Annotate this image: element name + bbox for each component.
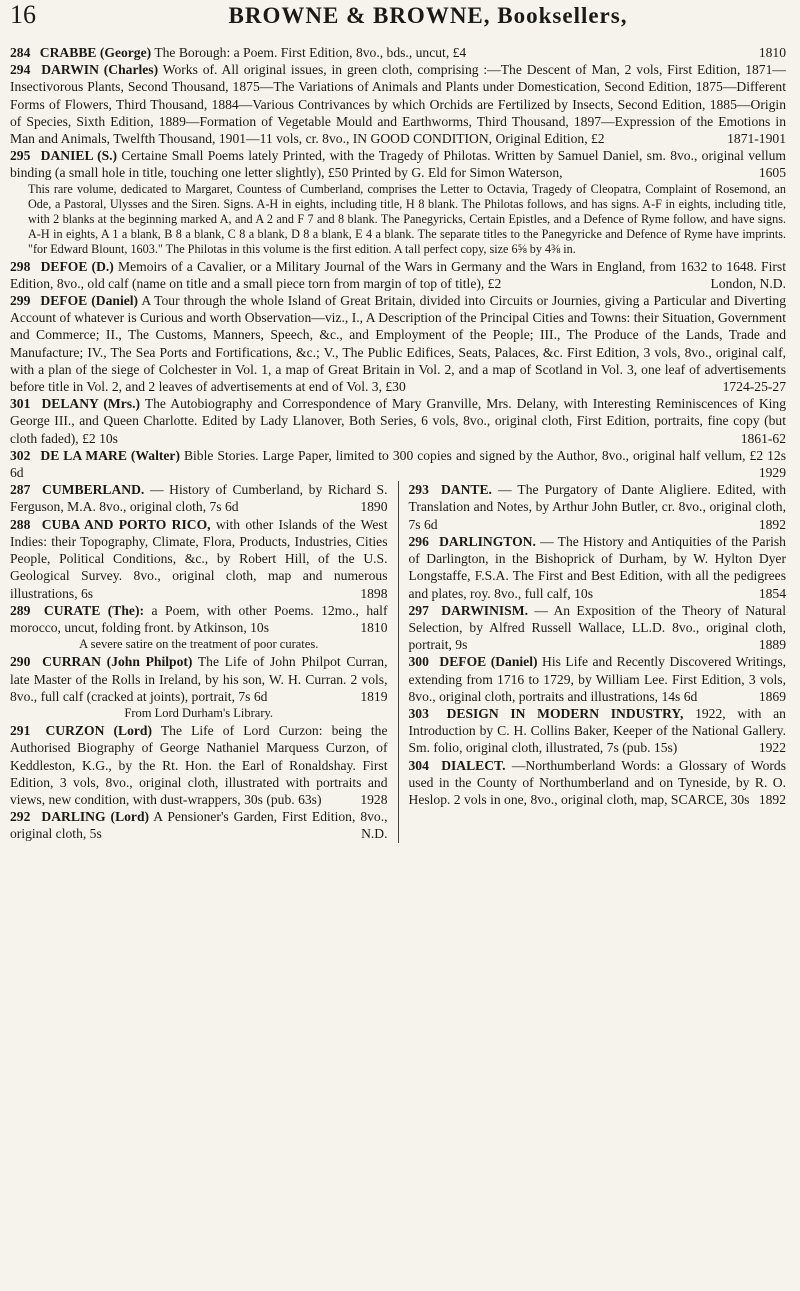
running-head: BROWNE & BROWNE, Booksellers, (228, 3, 628, 28)
entry-subnote: A severe satire on the treatment of poor curates. (79, 637, 319, 652)
entry-date: 1890 (360, 499, 388, 515)
entry-text: The Borough: a Poem. First Edition, 8vo., bds., uncut, £4 (154, 45, 467, 60)
entry-heading: DEFOE (Daniel) (40, 293, 139, 309)
entry-heading: DESIGN IN MODERN INDUSTRY, (446, 705, 684, 721)
entry-heading: DARLINGTON. (439, 533, 536, 549)
entry-heading: CURATE (The): (43, 602, 145, 618)
entry-heading: DARWINISM. (441, 602, 528, 618)
entry-date: 1922 (758, 740, 786, 756)
catalogue-entry (409, 757, 787, 809)
entry-date: 1819 (360, 688, 388, 704)
lot-number: 299 (10, 293, 31, 309)
entry-text: with other Islands of the West Indies: their Topography, Climate, Flora, Products, Industries, Cities People, Political Conditions, &c., by Robert Hill, of the U.S. Geological Survey. 8vo., original cloth, map and numerous illustrations, 6s (10, 516, 388, 601)
entry-text: Works of. All original issues, in green cloth, comprising :—The Descent of Man, 2 vols, First Edition, 1871—Insectivorous Plants, Second Thousand, 1875—The Variations of Animals and Plants under Domestication, Second Edition, 1875—Different Forms of Flowers, Third Thousand, 1884—Various Contrivances by which Orchids are Fertilized by Insects, Second Edition, 1885—Origin of Species, Sixth Edition, 1889—Formation of Vegetable Mould and Earthworms, Third Thousand, 1897—Expression of the Emotions in Man and Animals, Twelfth Thousand, 1901—11 vols, cr. 8vo., IN GOOD CONDITION, Original Edition, £2 (10, 62, 786, 147)
page-header (10, 0, 786, 44)
mid-entries (10, 258, 786, 482)
entry-text: His Life and Recently Discovered Writings, extending from 1716 to 1729, by William Lee. First Edition, 3 vols, 8vo., original cloth, portraits and illustrations, 14s 6d (408, 654, 787, 704)
entry-heading: DEFOE (Daniel) (439, 654, 538, 670)
entry-note: This rare volume, dedicated to Margaret, Countess of Cumberland, comprises the Letter to Octavia, Tragedy of Cleopatra, Complaint of Rosemond, an Ode, a Pastoral, Ulysses and the Siren. Signs. A-H in eights, including title, H 8 blank. The Philotas follows, and has signs. A-F in eights, including title, with 2 blanks at the beginning marked A, and A 2 and F 7 and 8 blank. The Panegyricks, Certain Epistles, and a Defence of Ryme follow, and have signs. A-H in eights, A 1 a blank, B 8 a blank, C 8 a blank, D 8 a blank, E 4 a blank. The separate titles to the Panegyricke and Defence of Ryme have imprints. "for Edward Blount, 1603." The Philotas in this volume is the first edition. A tall perfect copy, size 6⅝ by 4⅜ in. (28, 181, 786, 257)
entry-text: — An Exposition of the Theory of Natural Selection, by Alfred Russell Wallace, LL.D. 8vo., original cloth, portrait, 9s (408, 602, 786, 653)
lot-number: 292 (10, 809, 31, 825)
entry-heading: DARLING (Lord) (41, 809, 150, 825)
entry-date: 1605 (758, 165, 786, 181)
catalogue-entry (409, 705, 787, 757)
catalogue-entry (10, 395, 786, 447)
entry-heading: DANIEL (S.) (40, 148, 118, 164)
left-column (10, 481, 388, 842)
catalogue-entry (409, 602, 787, 654)
page-number: 16 (10, 0, 36, 29)
entry-date: 1810 (360, 619, 388, 635)
entry-heading: DARWIN (Charles) (41, 62, 159, 78)
catalogue-entry (10, 516, 388, 602)
entry-text: The Life of John Philpot Curran, late Master of the Rolls in Ireland, by his son, W. H. Curran. 2 vols, 8vo., full calf (cracked at joints), portrait, 7s 6d (10, 654, 388, 704)
entry-text: The Life of Lord Curzon: being the Authorised Biography of George Nathaniel Marquess Curzon, of Keddleston, K.G., by the Rt. Hon. the Earl of Ronaldshay. First Edition, 3 vols, 8vo., original cloth, illustrated with portraits and views, new condition, with dust-wrappers, 30s (pub. 63s) (10, 723, 388, 807)
lot-number: 302 (10, 447, 31, 463)
lot-number: 290 (10, 654, 31, 670)
entry-date: 1892 (758, 791, 786, 807)
column-divider (398, 481, 399, 842)
top-entries (10, 44, 786, 182)
entry-text: — The History and Antiquities of the Parish of Darlington, in the Bishoprick of Durham, by W. Hylton Dyer Longstaffe, F.S.A. The First and Best Edition, with all the pedigrees and plates, roy. 8vo., full calf, 10s (408, 533, 786, 601)
lot-number: 303 (408, 705, 429, 721)
entry-date: 1928 (360, 791, 388, 807)
two-column-section (10, 481, 786, 842)
entry-heading: DEFOE (D.) (40, 258, 114, 274)
lot-number: 301 (10, 396, 31, 412)
entry-heading: CRABBE (George) (39, 45, 152, 60)
entry-text: Memoirs of a Cavalier, or a Military Journal of the Wars in Germany and the Wars in England, from 1632 to 1648. First Edition, 8vo., old calf (name on title and a small piece torn from margin of top of title), £2 (10, 258, 786, 291)
entry-text: A Tour through the whole Island of Great Britain, divided into Circuits or Journies, giving a Particular and Diverting Account of whatever is Curious and worth Observation—viz., I., A Description of the Principal Cities and Towns: their Situation, Government and Commerce; II., The Customs, Manners, Speech, &c., and Employment of the People; III., The Produce of the Lands, Trade and Manufacture; IV., The Sea Ports and Fortifications, &c.; V., The Public Edifices, Seats, Palaces, &c. First Edition, 3 vols, 8vo., original calf, with a plan of the siege of Colchester in Vol. 1, a map of Great Britain in Vol. 2, and a map of Scotland in Vol. 3, one leaf of advertisements before title in Vol. 2, and 2 leaves of advertisements at end of Vol. 3, £30 (10, 293, 787, 395)
catalogue-entry (10, 447, 786, 481)
lot-number: 298 (10, 258, 31, 274)
entry-date: N.D. (361, 826, 388, 842)
entry-date: 1854 (758, 585, 786, 601)
entry-heading: CUMBERLAND. (42, 482, 145, 498)
catalogue-entry (409, 653, 787, 705)
catalogue-entry (10, 61, 786, 147)
entry-text: A Pensioner's Garden, First Edition, 8vo., original cloth, 5s (10, 809, 388, 842)
catalogue-entry (10, 292, 786, 395)
lot-number: 293 (408, 482, 429, 498)
catalogue-entry (409, 533, 787, 602)
catalogue-entry (10, 481, 388, 515)
catalogue-entry (10, 653, 388, 705)
entry-text: Bible Stories. Large Paper, limited to 300 copies and signed by the Author, 8vo., original half vellum, £2 12s 6d (10, 447, 786, 481)
lot-number: 300 (408, 654, 429, 670)
entry-subnote: From Lord Durham's Library. (124, 705, 274, 720)
entry-date: 1929 (758, 465, 786, 481)
entry-date: 1898 (360, 585, 388, 601)
entry-heading: DIALECT. (441, 757, 506, 773)
entry-heading: CUBA AND PORTO RICO, (41, 516, 211, 532)
catalogue-entry (409, 481, 787, 533)
entry-text: a Poem, with other Poems. 12mo., half morocco, uncut, folding front. by Atkinson, 10s (10, 602, 388, 635)
catalogue-entry (10, 258, 786, 292)
entry-date: 1892 (758, 516, 786, 532)
entry-text: —Northumberland Words: a Glossary of Words used in the County of Northumberland and on Tyneside, by R. O. Heslop. 2 vols in one, 8vo., original cloth, map, SCARCE, 30s (408, 757, 786, 807)
catalogue-entry (10, 722, 388, 808)
lot-number: 296 (408, 533, 429, 549)
entry-date: 1724-25-27 (722, 379, 786, 395)
entry-date: 1861-62 (740, 430, 786, 446)
catalogue-entry (10, 602, 388, 636)
entry-heading: DELANY (Mrs.) (41, 396, 141, 412)
entry-text: — The Purgatory of Dante Aligliere. Edited, with Translation and Notes, by Arthur John Butler, cr. 8vo., original cloth, 7s 6d (408, 482, 787, 532)
right-column (409, 481, 787, 842)
entry-text: The Autobiography and Correspondence of Mary Granville, Mrs. Delany, with Interesting Reminiscences of King George III., and Queen Charlotte. Edited by Lady Llanover, Both Series, 6 vols, 8vo., original cloth, First Edition, portraits, fine copy (but cloth faded), £2 10s (10, 396, 787, 446)
entry-heading: CURRAN (John Philpot) (42, 654, 193, 670)
lot-number: 287 (10, 482, 31, 498)
entry-heading: DE LA MARE (Walter) (40, 447, 180, 463)
entry-heading: DANTE. (440, 482, 492, 498)
lot-number: 284 (10, 45, 31, 60)
entry-date: 1810 (758, 45, 786, 60)
entry-text: Certaine Small Poems lately Printed, with the Tragedy of Philotas. Written by Samuel Daniel, sm. 8vo., original vellum binding (a small hole in title, touching one letter slightly), £50 Printed by G. Eld for Simon Waterson, (10, 148, 786, 181)
catalogue-entry (10, 808, 388, 842)
entry-heading: CURZON (Lord) (45, 723, 152, 739)
entry-date: 1869 (758, 688, 786, 704)
catalogue-entry (10, 44, 786, 61)
entry-date: 1889 (758, 637, 786, 653)
entry-text: — History of Cumberland, by Richard S. Ferguson, M.A. 8vo., original cloth, 7s 6d (10, 482, 388, 515)
entry-date: 1871-1901 (727, 131, 786, 147)
lot-number: 289 (10, 602, 31, 618)
lot-number: 304 (408, 757, 429, 773)
entry-date: London, N.D. (710, 275, 786, 291)
catalogue-entry (10, 147, 786, 181)
lot-number: 295 (10, 148, 31, 164)
lot-number: 297 (408, 602, 429, 618)
lot-number: 294 (10, 62, 31, 78)
lot-number: 288 (10, 516, 31, 532)
lot-number: 291 (10, 723, 31, 739)
entry-text: 1922, with an Introduction by C. H. Collins Baker, Keeper of the National Gallery. Sm. folio, original cloth, illustrated, 7s (pub. 15s) (408, 705, 786, 756)
